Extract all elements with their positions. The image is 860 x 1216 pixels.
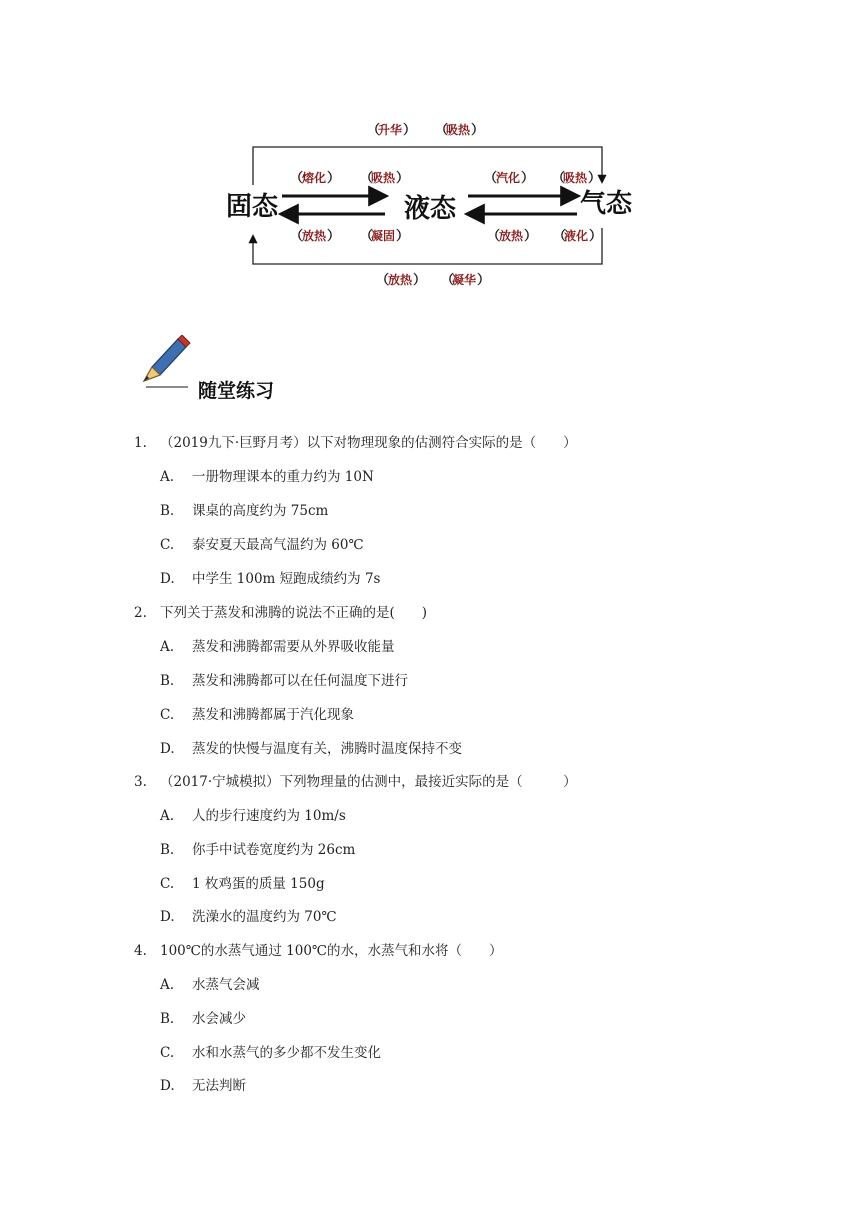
option-letter: D. xyxy=(160,741,175,757)
svg-text:（: （ xyxy=(487,229,501,244)
option-letter: A. xyxy=(160,977,175,993)
option-text: 洗澡水的温度约为 70℃ xyxy=(192,909,337,925)
state-gas: 气态 xyxy=(580,189,633,219)
option-text: 课桌的高度约为 75cm xyxy=(192,503,329,519)
option-text: 蒸发和沸腾都可以在任何温度下进行 xyxy=(192,673,408,689)
option-text: 人的步行速度约为 10m/s xyxy=(192,808,346,824)
option-letter: C. xyxy=(160,1045,175,1061)
tag-vaporization-heat: 吸热 xyxy=(563,171,588,185)
option-text: 1 枚鸡蛋的质量 150g xyxy=(192,876,325,892)
question-number: 4. xyxy=(134,943,147,959)
question-number: 3. xyxy=(134,774,147,790)
pencil-icon xyxy=(144,335,190,381)
question-stem: （2019九下·巨野月考）以下对物理现象的估测符合实际的是（ ） xyxy=(160,435,577,451)
svg-text:（: （ xyxy=(360,171,374,186)
option-text: 无法判断 xyxy=(192,1078,246,1094)
svg-text:（: （ xyxy=(290,171,304,186)
svg-text:）: ） xyxy=(327,171,341,186)
tag-vaporization: 汽化 xyxy=(496,171,521,185)
question-stem: 100℃的水蒸气通过 100℃的水，水蒸气和水将（ ） xyxy=(160,943,503,959)
option-letter: D. xyxy=(160,909,175,925)
svg-text:）: ） xyxy=(471,123,485,138)
svg-text:（: （ xyxy=(553,229,567,244)
option-text: 中学生 100m 短跑成绩约为 7s xyxy=(192,571,381,587)
section-header-graphic xyxy=(136,335,436,395)
svg-text:）: ） xyxy=(396,229,410,244)
tag-deposition: 凝华 xyxy=(452,273,477,287)
option-letter: A. xyxy=(160,639,175,655)
option-text: 蒸发的快慢与温度有关，沸腾时温度保持不变 xyxy=(192,741,462,757)
option-text: 水和水蒸气的多少都不发生变化 xyxy=(192,1045,381,1061)
svg-text:）: ） xyxy=(477,273,491,288)
option-text: 泰安夏天最高气温约为 60℃ xyxy=(192,537,364,553)
question-stem: 下列关于蒸发和沸腾的说法不正确的是( ) xyxy=(160,605,428,621)
svg-text:）: ） xyxy=(403,123,417,138)
option-letter: B. xyxy=(160,673,175,689)
svg-text:（: （ xyxy=(484,171,498,186)
option-letter: B. xyxy=(160,842,175,858)
tag-sublimation: 升华 xyxy=(378,123,403,137)
tag-melting-heat: 吸热 xyxy=(371,171,396,185)
option-letter: C. xyxy=(160,876,175,892)
option-text: 你手中试卷宽度约为 26cm xyxy=(192,842,356,858)
svg-text:）: ） xyxy=(327,229,341,244)
state-solid: 固态 xyxy=(226,192,279,222)
svg-text:）: ） xyxy=(588,171,602,186)
tag-freezing-heat: 放热 xyxy=(302,229,327,243)
svg-text:（: （ xyxy=(360,229,374,244)
option-letter: A. xyxy=(160,469,175,485)
svg-text:）: ） xyxy=(413,273,427,288)
svg-text:）: ） xyxy=(524,229,538,244)
svg-text:（: （ xyxy=(552,171,566,186)
svg-text:（: （ xyxy=(290,229,304,244)
tag-melting: 熔化 xyxy=(302,171,327,185)
svg-text:）: ） xyxy=(396,171,410,186)
question-number: 1. xyxy=(134,435,147,451)
option-text: 水会减少 xyxy=(192,1011,246,1027)
question-number: 2. xyxy=(134,605,147,621)
option-text: 蒸发和沸腾都需要从外界吸收能量 xyxy=(192,639,395,655)
option-letter: C. xyxy=(160,537,175,553)
svg-text:（: （ xyxy=(367,123,381,138)
svg-text:（: （ xyxy=(376,273,390,288)
option-letter: B. xyxy=(160,1011,175,1027)
option-text: 一册物理课本的重力约为 10N xyxy=(192,469,374,485)
section-title: 随堂练习 xyxy=(198,380,275,402)
option-letter: D. xyxy=(160,1078,175,1094)
tag-condensation-heat: 放热 xyxy=(499,229,524,243)
option-text: 水蒸气会减 xyxy=(192,977,260,993)
option-letter: B. xyxy=(160,503,175,519)
tag-sublimation-heat: 吸热 xyxy=(446,123,471,137)
tag-condensation: 液化 xyxy=(564,229,589,243)
state-liquid: 液态 xyxy=(404,194,457,224)
tag-freezing: 凝固 xyxy=(371,229,396,243)
option-letter: D. xyxy=(160,571,175,587)
svg-text:）: ） xyxy=(589,229,603,244)
svg-text:）: ） xyxy=(521,171,535,186)
phase-change-diagram xyxy=(0,0,860,300)
option-text: 蒸发和沸腾都属于汽化现象 xyxy=(192,707,354,723)
option-letter: A. xyxy=(160,808,175,824)
svg-text:（: （ xyxy=(441,273,455,288)
tag-deposition-heat: 放热 xyxy=(388,273,413,287)
question-stem: （2017·宁城模拟）下列物理量的估测中，最接近实际的是（ ） xyxy=(160,774,577,790)
svg-text:（: （ xyxy=(435,123,449,138)
option-letter: C. xyxy=(160,707,175,723)
